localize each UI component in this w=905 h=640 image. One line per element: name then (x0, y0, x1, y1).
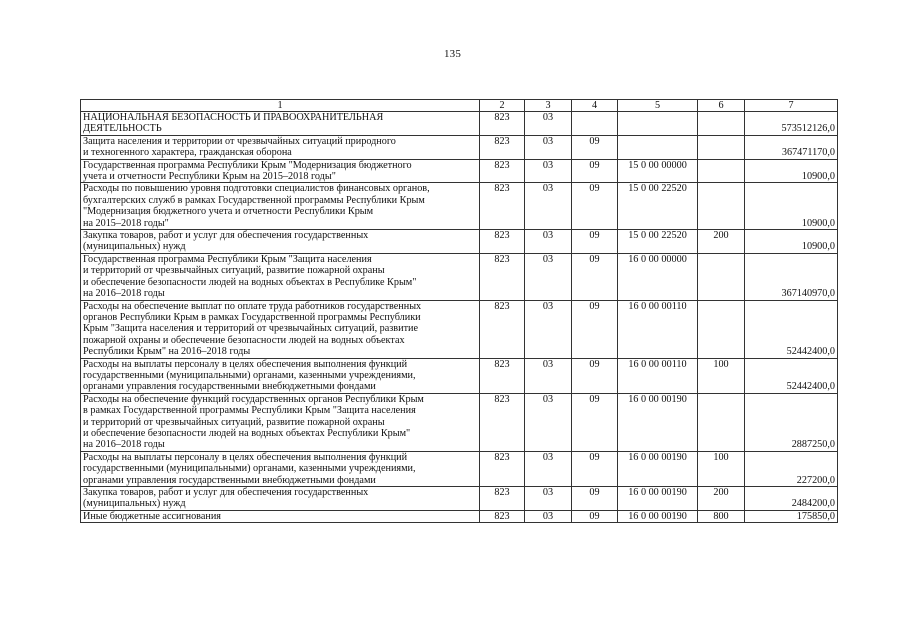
amount: 10900,0 (745, 230, 838, 254)
code-section: 03 (525, 112, 572, 136)
code-gov: 823 (480, 159, 525, 183)
column-header: 1 (81, 100, 480, 112)
column-header: 2 (480, 100, 525, 112)
code-target (618, 135, 698, 159)
code-target: 16 0 00 00110 (618, 358, 698, 393)
code-subsection: 09 (572, 487, 618, 511)
column-header: 5 (618, 100, 698, 112)
code-gov: 823 (480, 112, 525, 136)
code-gov: 823 (480, 451, 525, 486)
code-target: 15 0 00 22520 (618, 183, 698, 230)
amount: 367140970,0 (745, 253, 838, 300)
code-section: 03 (525, 358, 572, 393)
code-expense (698, 253, 745, 300)
code-subsection: 09 (572, 230, 618, 254)
code-section: 03 (525, 393, 572, 451)
amount: 10900,0 (745, 183, 838, 230)
code-subsection: 09 (572, 300, 618, 358)
code-expense: 800 (698, 510, 745, 522)
code-target: 15 0 00 22520 (618, 230, 698, 254)
code-expense (698, 159, 745, 183)
page-number: 135 (443, 48, 462, 60)
code-subsection: 09 (572, 510, 618, 522)
column-header: 7 (745, 100, 838, 112)
code-gov: 823 (480, 230, 525, 254)
code-target: 16 0 00 00190 (618, 510, 698, 522)
code-section: 03 (525, 451, 572, 486)
code-section: 03 (525, 300, 572, 358)
code-target: 16 0 00 00190 (618, 393, 698, 451)
row-name: Государственная программа Республики Крым "Модернизация бюджетного учета и отчетности Республики Крым на 2015–2018 годы" (81, 159, 480, 183)
amount: 2887250,0 (745, 393, 838, 451)
code-section: 03 (525, 183, 572, 230)
code-subsection: 09 (572, 393, 618, 451)
code-subsection: 09 (572, 358, 618, 393)
amount: 175850,0 (745, 510, 838, 522)
code-expense (698, 393, 745, 451)
amount: 10900,0 (745, 159, 838, 183)
row-name: Иные бюджетные ассигнования (81, 510, 480, 522)
code-gov: 823 (480, 393, 525, 451)
code-section: 03 (525, 253, 572, 300)
code-section: 03 (525, 159, 572, 183)
row-name: Расходы на выплаты персоналу в целях обеспечения выполнения функций государственными (муниципальными) органами, казенными учреждениями, органами управления государственными внебюджетными фондами (81, 451, 480, 486)
table-row (81, 451, 838, 486)
code-gov: 823 (480, 358, 525, 393)
table-row (81, 510, 838, 522)
table-row (81, 183, 838, 230)
row-name: Государственная программа Республики Крым "Защита населения и территорий от чрезвычайных ситуаций, развитие пожарной охраны и обеспечение безопасности людей на водных объектах в Республике Крым" на 2016–2018 годы (81, 253, 480, 300)
table-row (81, 230, 838, 254)
column-header: 4 (572, 100, 618, 112)
column-header: 3 (525, 100, 572, 112)
code-subsection: 09 (572, 451, 618, 486)
code-subsection: 09 (572, 159, 618, 183)
row-name: Расходы на выплаты персоналу в целях обеспечения выполнения функций государственными (муниципальными) органами, казенными учреждениями, органами управления государственными внебюджетными фондами (81, 358, 480, 393)
row-name: Закупка товаров, работ и услуг для обеспечения государственных (муниципальных) нужд (81, 487, 480, 511)
code-expense: 200 (698, 487, 745, 511)
row-name: Расходы на обеспечение функций государственных органов Республики Крым в рамках Государственной программы Республики Крым "Защита населения и территорий от чрезвычайных ситуаций, развитие пожарной охраны и обеспечение безопасности людей на водных объектах Республики Крым" на 2016–2018 годы (81, 393, 480, 451)
code-subsection: 09 (572, 183, 618, 230)
amount: 227200,0 (745, 451, 838, 486)
code-target (618, 112, 698, 136)
code-target: 15 0 00 00000 (618, 159, 698, 183)
code-gov: 823 (480, 135, 525, 159)
amount: 2484200,0 (745, 487, 838, 511)
table-row (81, 487, 838, 511)
amount: 52442400,0 (745, 300, 838, 358)
code-gov: 823 (480, 183, 525, 230)
code-expense: 100 (698, 358, 745, 393)
code-gov: 823 (480, 253, 525, 300)
code-expense (698, 183, 745, 230)
row-name: Расходы по повышению уровня подготовки специалистов финансовых органов, бухгалтерских служб в рамках Государственной программы Республики Крым "Модернизация бюджетного учета и отчетности Республики Крым на 2015–2018 годы" (81, 183, 480, 230)
code-target: 16 0 00 00000 (618, 253, 698, 300)
code-expense (698, 300, 745, 358)
table-row (81, 135, 838, 159)
code-section: 03 (525, 510, 572, 522)
column-header-row (81, 100, 838, 112)
code-expense: 200 (698, 230, 745, 254)
amount: 367471170,0 (745, 135, 838, 159)
table-row (81, 300, 838, 358)
budget-table (80, 99, 838, 523)
code-target: 16 0 00 00110 (618, 300, 698, 358)
amount: 573512126,0 (745, 112, 838, 136)
code-subsection: 09 (572, 135, 618, 159)
code-section: 03 (525, 487, 572, 511)
code-expense (698, 135, 745, 159)
row-name: Расходы на обеспечение выплат по оплате труда работников государственных органов Республики Крым в рамках Государственной программы Республики Крым "Защита населения и территорий от чрезвычайных ситуаций, развитие пожарной охраны и обеспечение безопасности людей на водных объектах Республики Крым" на 2016–2018 годы (81, 300, 480, 358)
code-expense: 100 (698, 451, 745, 486)
code-target: 16 0 00 00190 (618, 487, 698, 511)
row-name: Защита населения и территории от чрезвычайных ситуаций природного и техногенного характера, гражданская оборона (81, 135, 480, 159)
code-subsection: 09 (572, 253, 618, 300)
code-section: 03 (525, 135, 572, 159)
code-subsection (572, 112, 618, 136)
table-row (81, 159, 838, 183)
table-row (81, 358, 838, 393)
code-gov: 823 (480, 487, 525, 511)
column-header: 6 (698, 100, 745, 112)
code-section: 03 (525, 230, 572, 254)
code-expense (698, 112, 745, 136)
code-target: 16 0 00 00190 (618, 451, 698, 486)
row-name: Закупка товаров, работ и услуг для обеспечения государственных (муниципальных) нужд (81, 230, 480, 254)
table-row (81, 393, 838, 451)
table-row (81, 253, 838, 300)
code-gov: 823 (480, 510, 525, 522)
amount: 52442400,0 (745, 358, 838, 393)
row-name: НАЦИОНАЛЬНАЯ БЕЗОПАСНОСТЬ И ПРАВООХРАНИТЕЛЬНАЯ ДЕЯТЕЛЬНОСТЬ (81, 112, 480, 136)
table-row (81, 112, 838, 136)
code-gov: 823 (480, 300, 525, 358)
